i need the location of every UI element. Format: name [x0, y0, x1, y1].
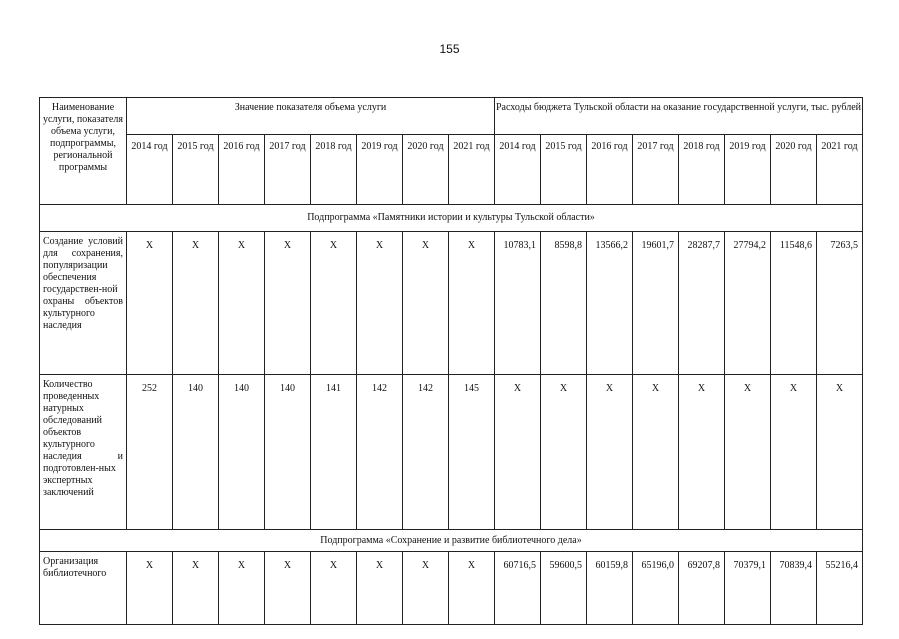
value-cell: X: [357, 232, 403, 375]
expense-cell: X: [771, 375, 817, 530]
table-row: [40, 552, 863, 625]
value-cell: 252: [127, 375, 173, 530]
value-cell: 142: [357, 375, 403, 530]
header-year-value-2: 2016 год: [219, 135, 265, 205]
expense-cell: 60716,5: [495, 552, 541, 625]
section-title: Подпрограмма «Сохранение и развитие библиотечного дела»: [40, 530, 863, 552]
value-cell: X: [449, 232, 495, 375]
value-cell: X: [265, 552, 311, 625]
table-row: [40, 232, 863, 375]
header-expenses-group: Расходы бюджета Тульской области на оказание государственной услуги, тыс. рублей: [495, 98, 863, 135]
expense-cell: X: [495, 375, 541, 530]
value-cell: X: [219, 232, 265, 375]
row-name: Организация библиотечного: [40, 552, 127, 625]
value-cell: 141: [311, 375, 357, 530]
value-cell: X: [449, 552, 495, 625]
header-year-value-5: 2019 год: [357, 135, 403, 205]
header-year-expense-6: 2020 год: [771, 135, 817, 205]
value-cell: 140: [265, 375, 311, 530]
value-cell: X: [311, 552, 357, 625]
header-values-group: Значение показателя объема услуги: [127, 98, 495, 135]
header-year-expense-5: 2019 год: [725, 135, 771, 205]
header-year-value-3: 2017 год: [265, 135, 311, 205]
value-cell: 142: [403, 375, 449, 530]
value-cell: X: [403, 552, 449, 625]
expense-cell: 60159,8: [587, 552, 633, 625]
section-row: [40, 205, 863, 232]
expense-cell: 69207,8: [679, 552, 725, 625]
expense-cell: X: [725, 375, 771, 530]
row-name: Количество проведенных натурных обследований объектов культурного наследия и подготовлен-ных экспертных заключений: [40, 375, 127, 530]
section-title: Подпрограмма «Памятники истории и культуры Тульской области»: [40, 205, 863, 232]
value-cell: 140: [219, 375, 265, 530]
header-year-expense-7: 2021 год: [817, 135, 863, 205]
header-year-value-1: 2015 год: [173, 135, 219, 205]
expense-cell: 55216,4: [817, 552, 863, 625]
header-years-row: [40, 135, 863, 205]
expense-cell: X: [633, 375, 679, 530]
header-year-value-7: 2021 год: [449, 135, 495, 205]
header-year-expense-0: 2014 год: [495, 135, 541, 205]
budget-table: [39, 97, 863, 625]
value-cell: X: [127, 232, 173, 375]
header-year-value-4: 2018 год: [311, 135, 357, 205]
header-year-expense-4: 2018 год: [679, 135, 725, 205]
table-row: [40, 375, 863, 530]
page-number: 155: [439, 42, 460, 56]
expense-cell: 70839,4: [771, 552, 817, 625]
value-cell: X: [173, 552, 219, 625]
header-year-expense-1: 2015 год: [541, 135, 587, 205]
header-year-expense-2: 2016 год: [587, 135, 633, 205]
header-name-cell: Наименование услуги, показателя объема услуги, подпрограммы, региональной программы: [40, 98, 127, 205]
value-cell: X: [219, 552, 265, 625]
header-year-value-0: 2014 год: [127, 135, 173, 205]
header-group-row: [40, 98, 863, 135]
expense-cell: 19601,7: [633, 232, 679, 375]
expense-cell: 7263,5: [817, 232, 863, 375]
value-cell: X: [403, 232, 449, 375]
expense-cell: 27794,2: [725, 232, 771, 375]
expense-cell: 11548,6: [771, 232, 817, 375]
value-cell: X: [265, 232, 311, 375]
value-cell: 145: [449, 375, 495, 530]
expense-cell: 65196,0: [633, 552, 679, 625]
expense-cell: X: [541, 375, 587, 530]
expense-cell: 8598,8: [541, 232, 587, 375]
expense-cell: 10783,1: [495, 232, 541, 375]
expense-cell: X: [679, 375, 725, 530]
header-year-expense-3: 2017 год: [633, 135, 679, 205]
header-year-value-6: 2020 год: [403, 135, 449, 205]
value-cell: X: [127, 552, 173, 625]
value-cell: 140: [173, 375, 219, 530]
expense-cell: X: [817, 375, 863, 530]
value-cell: X: [357, 552, 403, 625]
expense-cell: 70379,1: [725, 552, 771, 625]
expense-cell: 59600,5: [541, 552, 587, 625]
value-cell: X: [173, 232, 219, 375]
expense-cell: X: [587, 375, 633, 530]
section-row: [40, 530, 863, 552]
row-name: Создание условий для сохранения, популяризации обеспечения государствен-ной охраны объектов культурного наследия: [40, 232, 127, 375]
value-cell: X: [311, 232, 357, 375]
expense-cell: 28287,7: [679, 232, 725, 375]
expense-cell: 13566,2: [587, 232, 633, 375]
